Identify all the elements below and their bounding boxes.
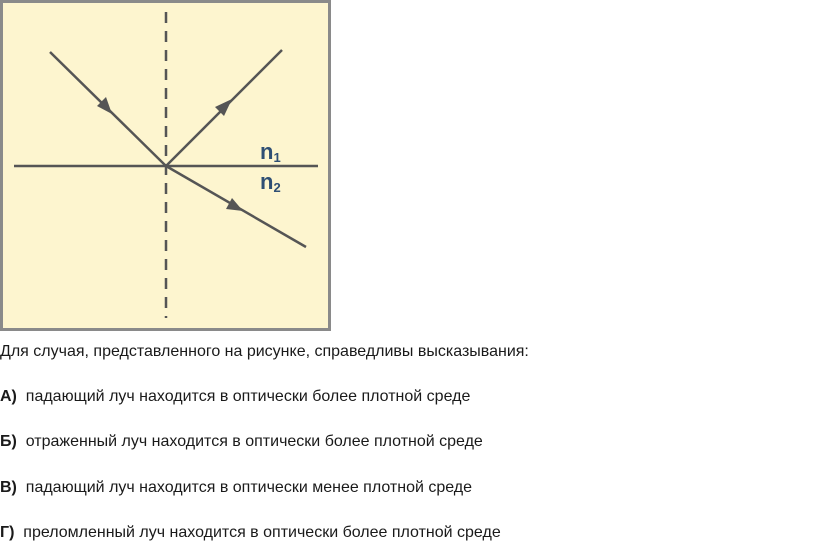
option-a bbox=[0, 387, 470, 407]
option-d bbox=[0, 523, 501, 543]
option-b-text: отраженный луч находится в оптически более плотной среде bbox=[25, 433, 483, 450]
option-c bbox=[0, 478, 472, 498]
option-a-text: падающий луч находится в оптически более плотной среде bbox=[25, 388, 471, 405]
option-b bbox=[0, 432, 483, 452]
option-a-letter: А) bbox=[0, 388, 17, 405]
option-c-letter: В) bbox=[0, 479, 17, 496]
option-d-letter: Г) bbox=[0, 524, 15, 541]
option-c-text: падающий луч находится в оптически менее плотной среде bbox=[25, 479, 473, 496]
option-b-letter: Б) bbox=[0, 433, 17, 450]
refraction-diagram bbox=[0, 0, 331, 331]
option-d-text: преломленный луч находится в оптически более плотной среде bbox=[23, 524, 501, 541]
question-text: Для случая, представленного на рисунке, справедливы высказывания: bbox=[0, 343, 529, 360]
medium-label-top: n1 bbox=[260, 139, 281, 165]
medium-label-bottom: n2 bbox=[260, 169, 281, 195]
